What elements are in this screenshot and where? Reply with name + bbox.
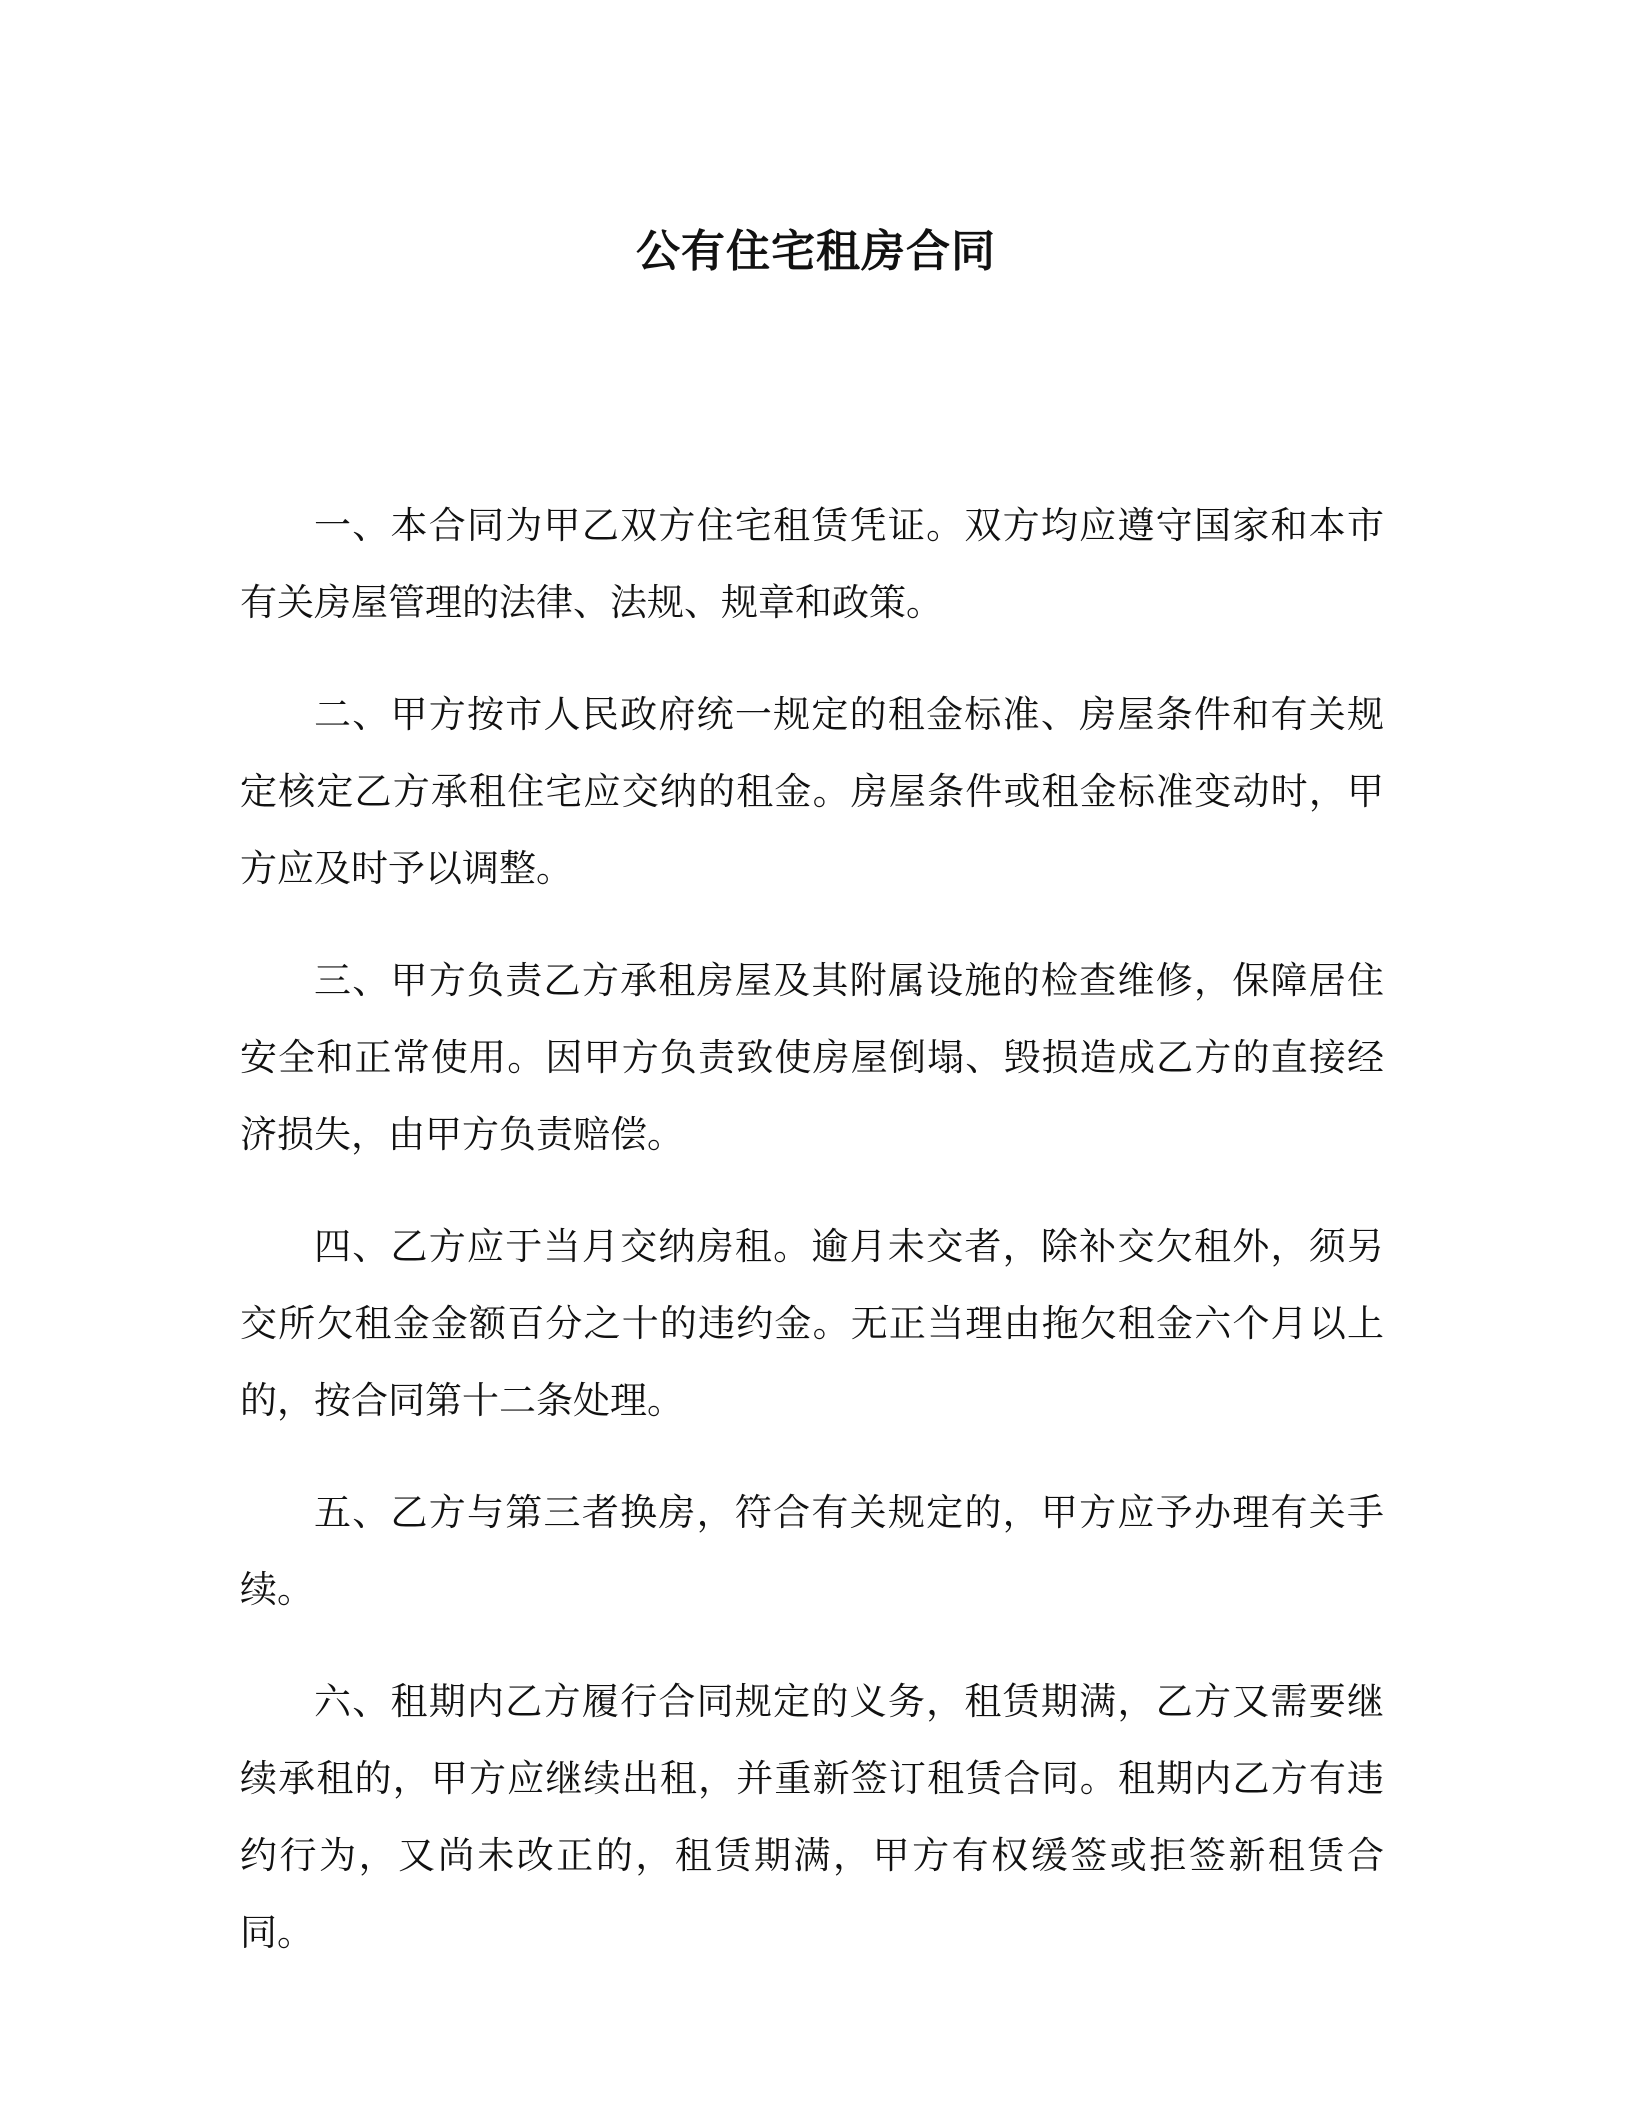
clause-6: 六、租期内乙方履行合同规定的义务，租赁期满，乙方又需要继续承租的，甲方应继续出租，并重新签订租赁合同。租期内乙方有违约行为，又尚未改正的，租赁期满，甲方有权缓签或拒签新租赁合同。 <box>240 1680 1384 1954</box>
document-title: 公有住宅租房合同 <box>636 226 996 277</box>
clause-2: 二、甲方按市人民政府统一规定的租金标准、房屋条件和有关规定核定乙方承租住宅应交纳的租金。房屋条件或租金标准变动时，甲方应及时予以调整。 <box>240 693 1384 890</box>
document-body <box>240 487 1384 2006</box>
clause-3: 三、甲方负责乙方承租房屋及其附属设施的检查维修，保障居住安全和正常使用。因甲方负责致使房屋倒塌、毁损造成乙方的直接经济损失，由甲方负责赔偿。 <box>240 959 1384 1156</box>
clause-5: 五、乙方与第三者换房，符合有关规定的，甲方应予办理有关手续。 <box>240 1491 1384 1611</box>
clause-4: 四、乙方应于当月交纳房租。逾月未交者，除补交欠租外，须另交所欠租金金额百分之十的违约金。无正当理由拖欠租金六个月以上的，按合同第十二条处理。 <box>240 1225 1384 1422</box>
clause-1: 一、本合同为甲乙双方住宅租赁凭证。双方均应遵守国家和本市有关房屋管理的法律、法规、规章和政策。 <box>240 504 1384 624</box>
